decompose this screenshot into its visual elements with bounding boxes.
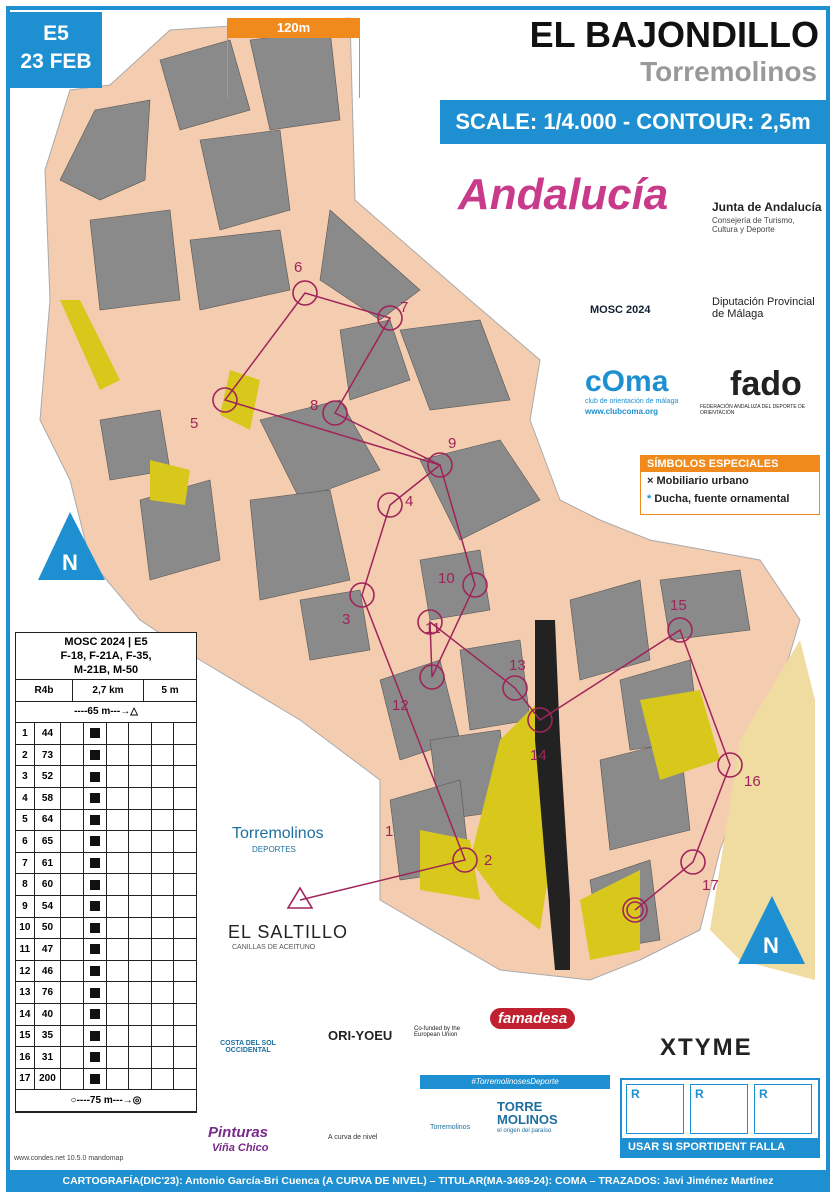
- saltillo-logo: EL SALTILLO: [228, 922, 349, 942]
- famadesa-logo: famadesa: [490, 1008, 575, 1029]
- desc-marked-route-row: ---- 65 m ---→△: [16, 702, 196, 724]
- coma-url: www.clubcoma.org: [585, 407, 659, 416]
- control-row: 4 58: [16, 788, 196, 810]
- saltillo-sub: CANILLAS DE ACEITUNO: [232, 944, 316, 951]
- control-number: 14: [530, 747, 547, 764]
- distance-bar-right: [359, 38, 360, 98]
- control-row: 9 54: [16, 896, 196, 918]
- control-row: 8 60: [16, 874, 196, 896]
- scale-label: SCALE: 1/4.000 - CONTOUR: 2,5m: [440, 100, 826, 144]
- junta-sub: Consejería de Turismo, Cultura y Deporte: [712, 216, 795, 234]
- symbol-item: × Mobiliario urbano: [647, 475, 749, 487]
- control-row: 2 73: [16, 745, 196, 767]
- desc-course-row: R4b 2,7 km 5 m: [16, 680, 196, 702]
- control-row: 3 52: [16, 766, 196, 788]
- control-row: 10 50: [16, 918, 196, 940]
- coma-sub: club de orientación de málaga: [585, 398, 679, 405]
- control-number: 12: [392, 697, 409, 714]
- torre-molinos-logo: TORRE MOLINOS: [497, 1099, 558, 1127]
- event-code: E5: [43, 22, 69, 45]
- svg-text:N: N: [62, 550, 78, 575]
- control-number: 8: [310, 397, 319, 414]
- map-subtitle: Torremolinos: [640, 56, 817, 87]
- control-number: 16: [744, 773, 761, 790]
- control-number: 15: [670, 597, 687, 614]
- software-note: www.condes.net 10.5.0 mandomap: [14, 1155, 124, 1162]
- ori-yoeu-logo: ORI-YOEU: [328, 1028, 393, 1043]
- distance-bar-label: 120m: [227, 18, 360, 38]
- event-date: 23 FEB: [20, 50, 92, 73]
- control-row: 16 31: [16, 1047, 196, 1069]
- control-row: 5 64: [16, 810, 196, 832]
- svg-text:N: N: [763, 933, 779, 958]
- torremolinos-deportes-logo: Torremolinos: [232, 825, 324, 842]
- control-number: 11: [425, 620, 441, 637]
- junta-logo: Junta de Andalucía: [712, 200, 822, 214]
- diputacion-logo: Diputación Provincial de Málaga: [712, 296, 815, 320]
- costa-sol-logo: COSTA DEL SOL OCCIDENTAL: [220, 1040, 276, 1054]
- hashtag-banner: #TorremolinosesDeporte: [420, 1075, 610, 1089]
- vina-chico-logo: Viña Chico: [212, 1142, 269, 1154]
- fado-sub: FEDERACIÓN ANDALUZA DEL DEPORTE DE ORIENTACIÓN: [700, 404, 806, 416]
- eu-text: Co-funded by the European Union: [414, 1026, 461, 1038]
- map-title: EL BAJONDILLO: [529, 14, 819, 55]
- credits-bar: CARTOGRAFÍA(DIC'23): Antonio García-Bri Cuenca (A CURVA DE NIVEL) – TITULAR(MA-3469-24): COMA – TRAZADOS: Javi Jiménez Martínez: [8, 1170, 828, 1192]
- andalucia-logo: Andalucía: [458, 170, 669, 219]
- mosc-logo: MOSC 2024: [590, 304, 651, 316]
- torre-sub: el origen del paraíso: [497, 1128, 552, 1134]
- control-number: 17: [702, 877, 719, 894]
- control-number: 9: [448, 435, 457, 452]
- control-number: 6: [294, 259, 303, 276]
- distance-bar-left: [227, 38, 228, 98]
- pinturas-logo: Pinturas: [208, 1124, 269, 1141]
- sportident-backup-box[interactable]: [620, 1078, 820, 1158]
- control-row: 7 61: [16, 853, 196, 875]
- control-number: 2: [484, 852, 493, 869]
- punch-box[interactable]: R: [690, 1084, 748, 1134]
- control-row: 12 46: [16, 961, 196, 983]
- control-row: 13 76: [16, 982, 196, 1004]
- punch-box[interactable]: R: [626, 1084, 684, 1134]
- symbol-item: * Ducha, fuente ornamental: [647, 493, 790, 505]
- control-number: 5: [190, 415, 199, 432]
- control-row: 15 35: [16, 1026, 196, 1048]
- desc-header: MOSC 2024 | E5 F-18, F-21A, F-35, M-21B, M-50: [16, 633, 196, 680]
- desc-finish-row: ○---- 75 m ---→◎: [16, 1090, 196, 1112]
- control-number: 7: [400, 299, 409, 316]
- control-row: 11 47: [16, 939, 196, 961]
- control-row: 14 40: [16, 1004, 196, 1026]
- control-number: 13: [509, 657, 526, 674]
- acurva-logo: A curva de nivel: [328, 1134, 378, 1141]
- fado-logo: fado: [730, 365, 802, 403]
- coma-logo: cOma: [585, 365, 669, 398]
- control-number: 3: [342, 611, 351, 628]
- control-row: 1 44: [16, 723, 196, 745]
- control-number: 10: [438, 570, 455, 587]
- torremolinos2-logo: Torremolinos: [430, 1124, 471, 1131]
- control-row: 6 65: [16, 831, 196, 853]
- event-tag: [10, 12, 102, 88]
- control-number: 4: [405, 493, 414, 510]
- sportident-footer: USAR SI SPORTIDENT FALLA: [622, 1138, 818, 1156]
- control-row: 17 200: [16, 1069, 196, 1091]
- punch-box[interactable]: R: [754, 1084, 812, 1134]
- xtyme-logo: XTYME: [660, 1034, 753, 1061]
- special-symbols-box: [640, 455, 820, 515]
- control-description-sheet: [15, 632, 197, 1113]
- deportes-label: DEPORTES: [252, 845, 296, 854]
- control-number: 1: [385, 823, 394, 840]
- special-symbols-header: SÍMBOLOS ESPECIALES: [641, 456, 819, 472]
